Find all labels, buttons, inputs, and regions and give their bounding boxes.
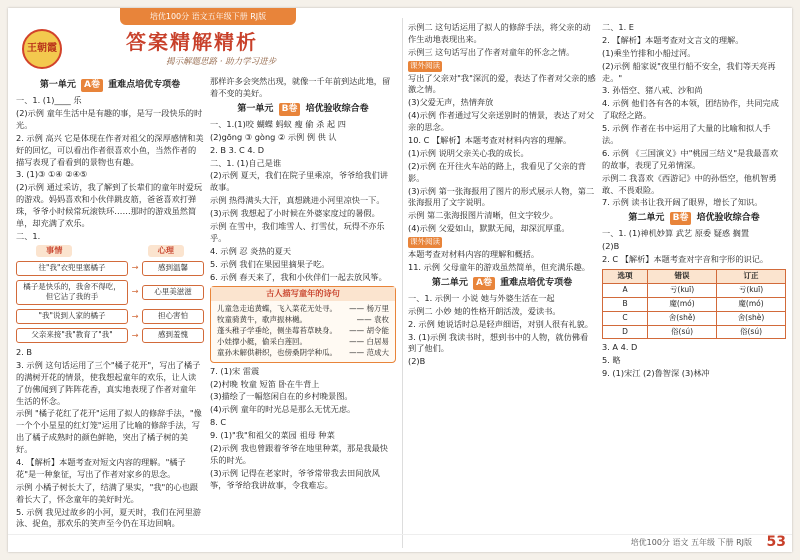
answer-line: 示例 第二张海报图片清晰，但文字较少。 — [408, 210, 558, 221]
arrow-right-icon: → — [131, 329, 139, 340]
mind-map-header — [16, 245, 204, 257]
answer-line: (2)示例 童年生活中是有趣的事，是写一段快乐的时光。 — [16, 107, 203, 130]
answer-line — [408, 60, 596, 72]
mind-map-row — [16, 280, 204, 306]
answer-line: 3. (1)③ ①④ ②④⑤ — [16, 169, 88, 180]
answer-line: 11. 示例 父母童年的游戏虽然简单，但充满乐趣。 — [408, 261, 590, 272]
answer-line: 7. 示例 读书让我开阔了眼界，增长了知识。 — [602, 197, 763, 208]
answer-line: 5. 示例 作者在书中运用了大量的比喻和拟人手法。 — [602, 123, 771, 146]
unit-title: 重难点培优专项卷 — [108, 80, 181, 90]
answer-line: (2)B — [408, 356, 426, 367]
unit-heading — [602, 212, 786, 225]
page-subtitle: 揭示解题思路 · 助力学习进步 — [166, 57, 277, 67]
answer-line: 2. B — [16, 347, 33, 357]
poem-verse: 小娃撑小艇，偷采白莲回。 — [217, 336, 307, 346]
answer-line: 示例三 这句话写出了作者对童年的怀念之情。 — [408, 46, 575, 57]
answer-line: (1)示例 说明父亲关心我的成长。 — [408, 147, 529, 158]
answer-spread — [8, 8, 792, 552]
unit-tag: B卷 — [279, 103, 301, 116]
poem-line — [217, 304, 389, 315]
arrow-right-icon: → — [131, 262, 139, 273]
mind-map-col-event: 事情 — [36, 245, 72, 257]
table-cell: A — [603, 283, 648, 297]
answer-line: (2)村晚 牧童 短笛 卧在牛背上 — [210, 378, 320, 389]
table-row — [603, 325, 786, 339]
unit-title: 培优验收综合卷 — [305, 103, 369, 114]
answer-line: 4. 示例 他们各有各的本领，团结协作，共同完成了取经之路。 — [602, 98, 779, 121]
table-header: 选项 — [603, 270, 648, 284]
answer-line: 7. (1)宋 雷震 — [210, 365, 260, 376]
poem-box — [210, 286, 396, 362]
poem-verse: 牧童骑黄牛，歌声振林樾。 — [217, 315, 307, 325]
mind-map-row — [16, 309, 204, 324]
answer-line: 示例二 这句话运用了拟人的修辞手法，将父亲的动作生动地表现出来。 — [408, 22, 591, 44]
mind-map-event: 父亲来接"我"教育了"我" — [16, 328, 128, 343]
table-cell: C — [603, 311, 648, 325]
answer-line: 9. (1)宋江 (2)鲁智深 (3)林冲 — [602, 368, 710, 379]
answer-line: (3)描绘了一幅悠闲自在的乡村晚景图。 — [210, 391, 353, 402]
answer-line: 示例二 小妙 她的性格开朗活泼，爱读书。 — [408, 305, 561, 316]
table-cell: 亏(kuī) — [648, 283, 717, 297]
mind-map-col-feeling: 心理 — [148, 245, 184, 257]
answer-line: 5. 示例 我们在果园里摘果子吃。 — [210, 258, 330, 269]
unit-label: 第一单元 — [237, 103, 274, 114]
column-mid — [210, 76, 396, 532]
answer-line: (3)示例 我想起了小时候在外婆家度过的暑假。 — [210, 208, 380, 219]
table-cell: 舍(shè) — [717, 311, 786, 325]
method-tag: 课外阅读 — [410, 237, 440, 247]
answer-line: (2)示例 船家说"夜里行船不安全，我们等天亮再走。" — [602, 60, 776, 83]
answer-line: (4)示例 父爱如山，默默无闻，却深沉厚重。 — [408, 223, 570, 234]
answer-line: 2. 【解析】本题考查对文言文的理解。 — [602, 34, 744, 45]
footer-text: 培优100分 语文 五年级 下册 RJ版 — [630, 538, 752, 548]
answer-line: (2)示例 通过采访，我了解到了长辈们的童年时爱玩的游戏。妈妈喜欢和小伙伴跳皮筋，爸爸喜欢打弹珠，爷爷小时候常玩滚铁环……那时的游戏虽然简单，却充满了欢乐。 — [16, 182, 203, 228]
poem-author: —— 白居易 — [349, 336, 389, 346]
table-header-row — [603, 270, 786, 284]
poem-line — [217, 326, 389, 337]
table-cell: 亏(kuī) — [717, 283, 786, 297]
unit-tag: B卷 — [670, 212, 692, 225]
unit-tag: A卷 — [81, 79, 103, 92]
poem-author: —— 袁枚 — [356, 315, 389, 325]
table-cell: D — [603, 325, 648, 339]
poem-verse: 蓬头稚子学垂纶，侧坐莓苔草映身。 — [217, 326, 337, 336]
answer-line: 6. 示例 《三国演义》中"桃园三结义"是我最喜欢的故事，表现了兄弟情深。 — [602, 147, 779, 170]
answer-line: (3)示例 记得在老家时，爷爷常带我去田间放风筝，爷爷给我讲故事，令我难忘。 — [210, 467, 380, 490]
poem-line — [217, 315, 389, 326]
header-tab: 培优100分 语文五年级下册 RJ版 — [120, 8, 296, 25]
answer-line: (2)示例 在开往火车站的路上，我看见了父亲的背影。 — [408, 160, 586, 183]
answer-line: 本题考查对材料内容的理解和概括。 — [408, 249, 540, 260]
answer-line: 示例 小橘子树长大了，结满了果实，"我"的心也跟着长大了，怀念童年的美好时光。 — [16, 481, 199, 504]
brand-logo: 王朝霞 — [22, 29, 62, 69]
answer-line: (1)乘坐竹排和小船过河。 — [602, 47, 696, 58]
answer-line: 二、1. (1)自己是谁 — [210, 157, 282, 168]
table-row — [603, 297, 786, 311]
mind-map-row — [16, 261, 204, 276]
answer-line: 3. 孙悟空、猪八戒、沙和尚 — [602, 85, 703, 96]
table-header: 错误 — [648, 270, 717, 284]
table-header: 订正 — [717, 270, 786, 284]
answer-line: 10. C 【解析】本题考查对材料内容的理解。 — [408, 135, 572, 146]
answer-line: 示例 "橘子花红了花开"运用了拟人的修辞手法，"像一个个小星星的红灯笼"运用了比喻的修辞手法，写出了橘子成熟时的颜色鲜艳，突出了橘子树的美好。 — [16, 408, 202, 455]
poem-author: —— 杨万里 — [349, 304, 389, 314]
answer-line: 二、1. — [16, 230, 41, 241]
answer-line — [408, 236, 596, 248]
mind-map-feeling: 心里美滋滋 — [142, 285, 204, 300]
answer-line: 那样许多会突然出现，就像一千年前到达此地，留着不变的美好。 — [210, 76, 391, 98]
poem-author: —— 范成大 — [349, 347, 389, 357]
answer-line: (2)示例 我也曾跟着爷爷在地里种菜，那是我最快乐的时光。 — [210, 443, 388, 465]
answer-line: 3. A 4. D — [602, 342, 638, 353]
table-row — [603, 311, 786, 325]
answer-line: (3)示例 第一张海报用了图片的形式展示人物，第二张海报用了文字说明。 — [408, 185, 595, 208]
mind-map-row — [16, 328, 204, 343]
column-left — [16, 76, 204, 532]
answer-line: 一、1. (1)神机妙算 武艺 原委 疑惑 搁置 — [602, 228, 750, 239]
answer-line: (4)示例 作者通过写父亲送别时的情景，表达了对父亲的思念。 — [408, 110, 595, 133]
table-cell: 魔(mó) — [717, 297, 786, 311]
arrow-right-icon: → — [131, 310, 139, 321]
answer-line: 3. 示例 这句话运用了三个"橘子花开"，写出了橘子的满树开花的情景，使我想起童年的欢乐，让人读了仿佛闻到了阵阵花香，真实地表现了作者对童年生活的怀念。 — [16, 359, 201, 406]
answer-line: 一、1. (1)____ 乐 — [16, 95, 82, 106]
answer-line: 4. 【解析】本题考查对短文内容的理解。"橘子花"是一种象征，写出了作者对家乡的思念。 — [16, 457, 186, 479]
mind-map-event: 往"我"衣兜里塞橘子 — [16, 261, 128, 276]
answer-line: 3. (1)示例 我读书时，想到书中的人物，就仿佛看到了他们。 — [408, 331, 589, 354]
answer-line: 一、1. 示例一 小说 她与外婆生活在一起 — [408, 292, 555, 303]
answer-line: 示例二 我喜欢《西游记》中的孙悟空，他机智勇敢、不畏艰险。 — [602, 172, 777, 195]
page-title: 答案精解精析 — [126, 30, 258, 54]
mind-map-feeling: 感到温馨 — [142, 261, 204, 276]
answer-line: (2)gōng ③ gòng ② 示例 例 供 认 — [210, 131, 337, 142]
poem-verse: 童孙未解供耕织，也傍桑阴学种瓜。 — [217, 347, 337, 357]
answer-line: 9. (1)"我"和祖父的菜园 祖母 种菜 — [210, 430, 335, 441]
table-cell: 舍(shě) — [648, 311, 717, 325]
unit-label: 第二单元 — [431, 277, 468, 288]
table-cell: 魔(mó) — [648, 297, 717, 311]
method-tag: 课外阅读 — [410, 60, 440, 70]
mind-map-feeling: 担心害怕 — [142, 309, 204, 324]
answer-line: 6. 示例 春天来了，我和小伙伴们一起去放风筝。 — [210, 271, 387, 282]
answer-line: 示例 在雪中，我们堆雪人、打雪仗，玩得不亦乐乎。 — [210, 220, 385, 243]
page-number: 53 — [766, 533, 786, 550]
arrow-right-icon: → — [131, 286, 139, 297]
answer-line: 2. C 【解析】本题考查对字音和字形的识记。 — [602, 254, 769, 265]
answer-line: 一、1.(1)咬 蝴蝶 蚂蚁 瘦 偷 杀 起 四 — [210, 118, 346, 129]
title-area — [16, 26, 400, 72]
poem-line — [217, 348, 389, 359]
answer-line: 8. C — [210, 417, 227, 428]
mind-map-feeling: 感到羞愧 — [142, 328, 204, 343]
mind-map-event: "我"说到人家的橘子 — [16, 309, 128, 324]
answer-line: 2. 示例 高兴 它是体现在作者对祖父的深厚感情和美好的回忆，可以看出作者很喜欢小鱼，当然作者的描写表现了看看到的景物也有趣。 — [16, 132, 204, 167]
unit-label: 第二单元 — [628, 213, 665, 224]
answer-line: 2. B 3. C 4. D — [210, 144, 265, 155]
poem-verse: 儿童急走追黄蝶，飞入菜花无处寻。 — [217, 304, 337, 314]
column-far-right — [602, 22, 786, 532]
table-cell: 俗(sú) — [717, 325, 786, 339]
table-cell: B — [603, 297, 648, 311]
answer-line: (2)示例 夏天，我们在院子里乘凉，爷爷给我们讲故事。 — [210, 170, 388, 193]
unit-title: 培优验收综合卷 — [696, 213, 760, 224]
poem-box-title: 古人描写童年的诗句 — [211, 287, 395, 301]
answer-line: 示例 热得满头大汗，真想跳进小河里凉快一下。 — [210, 195, 385, 206]
answer-line: (3)父爱无声，热情奔放 — [408, 97, 494, 108]
unit-heading — [210, 103, 396, 116]
unit-label: 第一单元 — [39, 80, 76, 90]
unit-title: 重难点培优专项卷 — [500, 277, 573, 288]
answer-line: 5. 略 — [602, 355, 621, 366]
answer-line: 写出了父亲对"我"深沉的爱，表达了作者对父亲的感激之情。 — [408, 72, 596, 95]
unit-tag: A卷 — [473, 277, 495, 290]
answer-line: 4. 示例 忍 炎热的夏天 — [210, 245, 292, 256]
answer-line: 2. 示例 她说话时总是轻声细语，对别人很有礼貌。 — [408, 318, 593, 329]
center-divider — [402, 18, 403, 548]
mind-map — [16, 245, 204, 343]
answer-line: (2)B — [602, 241, 620, 252]
unit-heading — [408, 277, 596, 290]
answer-line: 二、1. E — [602, 22, 634, 32]
correction-table — [602, 269, 786, 339]
poem-author: —— 胡令能 — [349, 326, 389, 336]
column-right — [408, 22, 596, 532]
poem-line — [217, 337, 389, 348]
table-cell: 俗(sú) — [648, 325, 717, 339]
mind-map-event: 橘子是快乐的，我舍不得吃，但它沾了我的手 — [16, 280, 128, 306]
unit-heading — [16, 79, 204, 92]
table-row — [603, 283, 786, 297]
answer-line: (4)示例 童年的时光总是那么无忧无虑。 — [210, 404, 356, 415]
answer-line: 5. 示例 我见过故乡的小河，夏天时，我们在河里游泳、捉鱼，那欢乐的笑声至今仍在耳边回响。 — [16, 506, 201, 529]
page-footer — [8, 534, 792, 552]
